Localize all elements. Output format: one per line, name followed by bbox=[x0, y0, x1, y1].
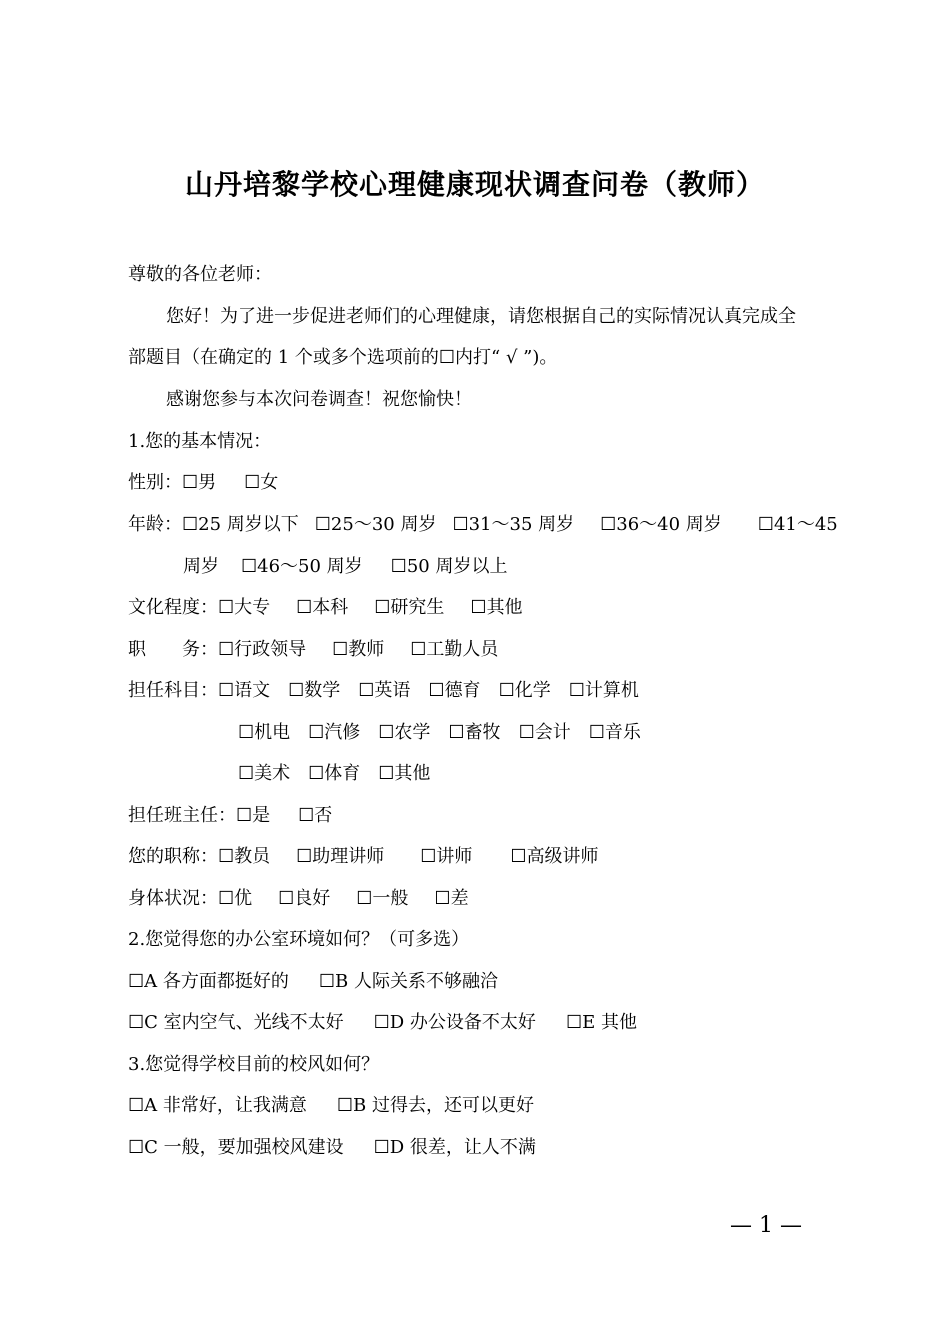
checkbox-icon[interactable]: ☐ bbox=[182, 472, 199, 493]
subject-option-chemistry[interactable]: ☐化学 bbox=[498, 680, 551, 701]
checkbox-icon[interactable]: ☐ bbox=[448, 722, 465, 743]
title-rank-label: 您的职称： bbox=[128, 846, 218, 867]
checkbox-icon[interactable]: ☐ bbox=[296, 846, 313, 867]
checkbox-icon[interactable]: ☐ bbox=[336, 1095, 354, 1116]
subject-option-auto-repair[interactable]: ☐汽修 bbox=[308, 722, 361, 743]
checkbox-icon[interactable]: ☐ bbox=[218, 846, 235, 867]
subject-option-moral[interactable]: ☐德育 bbox=[428, 680, 481, 701]
education-row bbox=[128, 597, 523, 619]
q2-options-row-1 bbox=[128, 971, 498, 993]
checkbox-icon[interactable]: ☐ bbox=[373, 1012, 390, 1033]
subject-option-computer[interactable]: ☐计算机 bbox=[568, 680, 639, 701]
age-option-5[interactable]: ☐41～45 bbox=[757, 514, 838, 535]
position-option-2[interactable]: ☐教师 bbox=[332, 639, 385, 660]
gender-option-male[interactable]: ☐男 bbox=[182, 472, 217, 493]
age-option-6[interactable]: ☐46～50 周岁 bbox=[241, 556, 363, 577]
title-rank-option-4[interactable]: ☐高级讲师 bbox=[510, 846, 599, 867]
age-option-2[interactable]: ☐25～30 周岁 bbox=[314, 514, 437, 535]
title-rank-option-2[interactable]: ☐助理讲师 bbox=[296, 846, 385, 867]
checkbox-icon[interactable]: ☐ bbox=[378, 722, 395, 743]
checkbox-icon[interactable]: ☐ bbox=[218, 597, 235, 618]
checkbox-icon[interactable]: ☐ bbox=[374, 597, 391, 618]
checkbox-icon[interactable]: ☐ bbox=[218, 639, 235, 660]
checkbox-icon[interactable]: ☐ bbox=[128, 1012, 145, 1033]
age-cont-text: 周岁 bbox=[183, 556, 219, 577]
q3-option-a[interactable]: ☐A 非常好，让我满意 bbox=[128, 1095, 307, 1116]
subject-option-other[interactable]: ☐其他 bbox=[378, 763, 431, 784]
education-option-4[interactable]: ☐其他 bbox=[470, 597, 523, 618]
title-rank-option-3[interactable]: ☐讲师 bbox=[420, 846, 473, 867]
checkbox-icon[interactable]: ☐ bbox=[218, 888, 235, 909]
age-row bbox=[128, 514, 838, 536]
checkbox-icon[interactable]: ☐ bbox=[757, 514, 774, 535]
checkbox-icon[interactable]: ☐ bbox=[241, 556, 258, 577]
health-option-1[interactable]: ☐优 bbox=[218, 888, 253, 909]
checkbox-icon[interactable]: ☐ bbox=[332, 639, 349, 660]
checkbox-icon[interactable]: ☐ bbox=[128, 971, 145, 992]
checkbox-icon[interactable]: ☐ bbox=[373, 1137, 390, 1158]
checkbox-icon[interactable]: ☐ bbox=[498, 680, 515, 701]
subjects-row-3 bbox=[238, 763, 430, 785]
checkbox-icon[interactable]: ☐ bbox=[308, 722, 325, 743]
q3-option-c[interactable]: ☐C 一般，要加强校风建设 bbox=[128, 1137, 344, 1158]
checkbox-icon[interactable]: ☐ bbox=[410, 639, 427, 660]
question-2-heading: 2.您觉得您的办公室环境如何？（可多选） bbox=[128, 929, 470, 950]
checkbox-icon[interactable]: ☐ bbox=[238, 763, 255, 784]
subject-option-music[interactable]: ☐音乐 bbox=[588, 722, 641, 743]
q2-option-b[interactable]: ☐B 人际关系不够融洽 bbox=[318, 971, 498, 992]
gender-label: 性别： bbox=[128, 472, 182, 493]
health-row bbox=[128, 888, 469, 910]
q3-options-row-1 bbox=[128, 1095, 534, 1117]
subjects-row-1 bbox=[128, 680, 639, 702]
health-option-2[interactable]: ☐良好 bbox=[278, 888, 331, 909]
thanks-text: 感谢您参与本次问卷调查！祝您愉快！ bbox=[166, 389, 472, 410]
checkbox-icon[interactable]: ☐ bbox=[452, 514, 469, 535]
position-option-3[interactable]: ☐工勤人员 bbox=[410, 639, 499, 660]
subjects-label: 担任科目： bbox=[128, 680, 218, 701]
subject-option-agronomy[interactable]: ☐农学 bbox=[378, 722, 431, 743]
checkbox-icon[interactable]: ☐ bbox=[318, 971, 336, 992]
checkbox-icon[interactable]: ☐ bbox=[588, 722, 605, 743]
q2-option-d[interactable]: ☐D 办公设备不太好 bbox=[373, 1012, 536, 1033]
education-option-2[interactable]: ☐本科 bbox=[296, 597, 349, 618]
greeting: 尊敬的各位老师： bbox=[128, 264, 272, 285]
education-label: 文化程度： bbox=[128, 597, 218, 618]
checkbox-icon[interactable]: ☐ bbox=[428, 680, 445, 701]
checkbox-icon[interactable]: ☐ bbox=[420, 846, 437, 867]
q2-option-e[interactable]: ☐E 其他 bbox=[565, 1012, 637, 1033]
checkbox-icon[interactable]: ☐ bbox=[244, 472, 261, 493]
checkbox-icon[interactable]: ☐ bbox=[218, 680, 235, 701]
age-option-4[interactable]: ☐36～40 周岁 bbox=[600, 514, 722, 535]
subject-option-math[interactable]: ☐数学 bbox=[288, 680, 341, 701]
checkbox-icon[interactable]: ☐ bbox=[314, 514, 331, 535]
position-label: 职 务： bbox=[128, 639, 218, 660]
page-title: 山丹培黎学校心理健康现状调查问卷（教师） bbox=[184, 168, 765, 201]
subject-option-animal-husbandry[interactable]: ☐畜牧 bbox=[448, 722, 501, 743]
health-option-4[interactable]: ☐差 bbox=[434, 888, 469, 909]
gender-option-female[interactable]: ☐女 bbox=[244, 472, 279, 493]
q3-option-b[interactable]: ☐B 过得去，还可以更好 bbox=[336, 1095, 534, 1116]
page-number: — 1 — bbox=[730, 1213, 802, 1238]
subject-option-pe[interactable]: ☐体育 bbox=[308, 763, 361, 784]
age-option-3[interactable]: ☐31～35 周岁 bbox=[452, 514, 575, 535]
head-teacher-option-yes[interactable]: ☐是 bbox=[236, 805, 271, 826]
health-option-3[interactable]: ☐一般 bbox=[356, 888, 409, 909]
checkbox-icon[interactable]: ☐ bbox=[296, 597, 313, 618]
checkbox-icon[interactable]: ☐ bbox=[236, 805, 253, 826]
question-1-heading: 1.您的基本情况： bbox=[128, 431, 272, 452]
checkbox-icon[interactable]: ☐ bbox=[390, 556, 407, 577]
education-option-1[interactable]: ☐大专 bbox=[218, 597, 271, 618]
checkbox-icon[interactable]: ☐ bbox=[565, 1012, 583, 1033]
intro-line-1: 您好！为了进一步促进老师们的心理健康，请您根据自己的实际情况认真完成全 bbox=[166, 306, 796, 327]
subject-option-accounting[interactable]: ☐会计 bbox=[518, 722, 571, 743]
head-teacher-label: 担任班主任： bbox=[128, 805, 236, 826]
checkbox-icon[interactable]: ☐ bbox=[518, 722, 535, 743]
checkbox-icon[interactable]: ☐ bbox=[510, 846, 527, 867]
education-option-3[interactable]: ☐研究生 bbox=[374, 597, 445, 618]
intro-line-2: 部题目（在确定的 1 个或多个选项前的☐内打“ √ ”)。 bbox=[128, 347, 558, 368]
checkbox-icon[interactable]: ☐ bbox=[128, 1137, 145, 1158]
q2-option-a[interactable]: ☐A 各方面都挺好的 bbox=[128, 971, 289, 992]
checkbox-icon[interactable]: ☐ bbox=[308, 763, 325, 784]
head-teacher-option-no[interactable]: ☐否 bbox=[298, 805, 333, 826]
position-row bbox=[128, 639, 498, 661]
checkbox-icon[interactable]: ☐ bbox=[378, 763, 395, 784]
checkbox-icon[interactable]: ☐ bbox=[298, 805, 315, 826]
age-option-7[interactable]: ☐50 周岁以上 bbox=[390, 556, 508, 577]
checkbox-icon[interactable]: ☐ bbox=[288, 680, 305, 701]
subject-option-mechatronics[interactable]: ☐机电 bbox=[238, 722, 291, 743]
q2-option-c[interactable]: ☐C 室内空气、光线不太好 bbox=[128, 1012, 344, 1033]
checkbox-icon[interactable]: ☐ bbox=[434, 888, 451, 909]
checkbox-icon[interactable]: ☐ bbox=[128, 1095, 145, 1116]
age-option-1[interactable]: ☐25 周岁以下 bbox=[182, 514, 299, 535]
subject-option-english[interactable]: ☐英语 bbox=[358, 680, 411, 701]
checkbox-icon[interactable]: ☐ bbox=[182, 514, 199, 535]
checkbox-icon[interactable]: ☐ bbox=[238, 722, 255, 743]
subjects-row-2 bbox=[238, 722, 641, 744]
checkbox-icon[interactable]: ☐ bbox=[568, 680, 585, 701]
checkbox-icon[interactable]: ☐ bbox=[600, 514, 617, 535]
health-label: 身体状况： bbox=[128, 888, 218, 909]
checkbox-icon[interactable]: ☐ bbox=[356, 888, 373, 909]
title-rank-option-1[interactable]: ☐教员 bbox=[218, 846, 271, 867]
q2-options-row-2 bbox=[128, 1012, 637, 1034]
age-label: 年龄： bbox=[128, 514, 182, 535]
checkbox-icon[interactable]: ☐ bbox=[278, 888, 295, 909]
gender-row bbox=[128, 472, 278, 494]
subject-option-art[interactable]: ☐美术 bbox=[238, 763, 291, 784]
head-teacher-row bbox=[128, 805, 332, 827]
checkbox-icon[interactable]: ☐ bbox=[358, 680, 375, 701]
q3-options-row-2 bbox=[128, 1137, 536, 1159]
checkbox-icon[interactable]: ☐ bbox=[470, 597, 487, 618]
subject-option-chinese[interactable]: ☐语文 bbox=[218, 680, 271, 701]
age-row-cont bbox=[183, 556, 507, 578]
position-option-1[interactable]: ☐行政领导 bbox=[218, 639, 307, 660]
title-rank-row bbox=[128, 846, 599, 868]
question-3-heading: 3.您觉得学校目前的校风如何？ bbox=[128, 1054, 380, 1075]
q3-option-d[interactable]: ☐D 很差，让人不满 bbox=[373, 1137, 536, 1158]
